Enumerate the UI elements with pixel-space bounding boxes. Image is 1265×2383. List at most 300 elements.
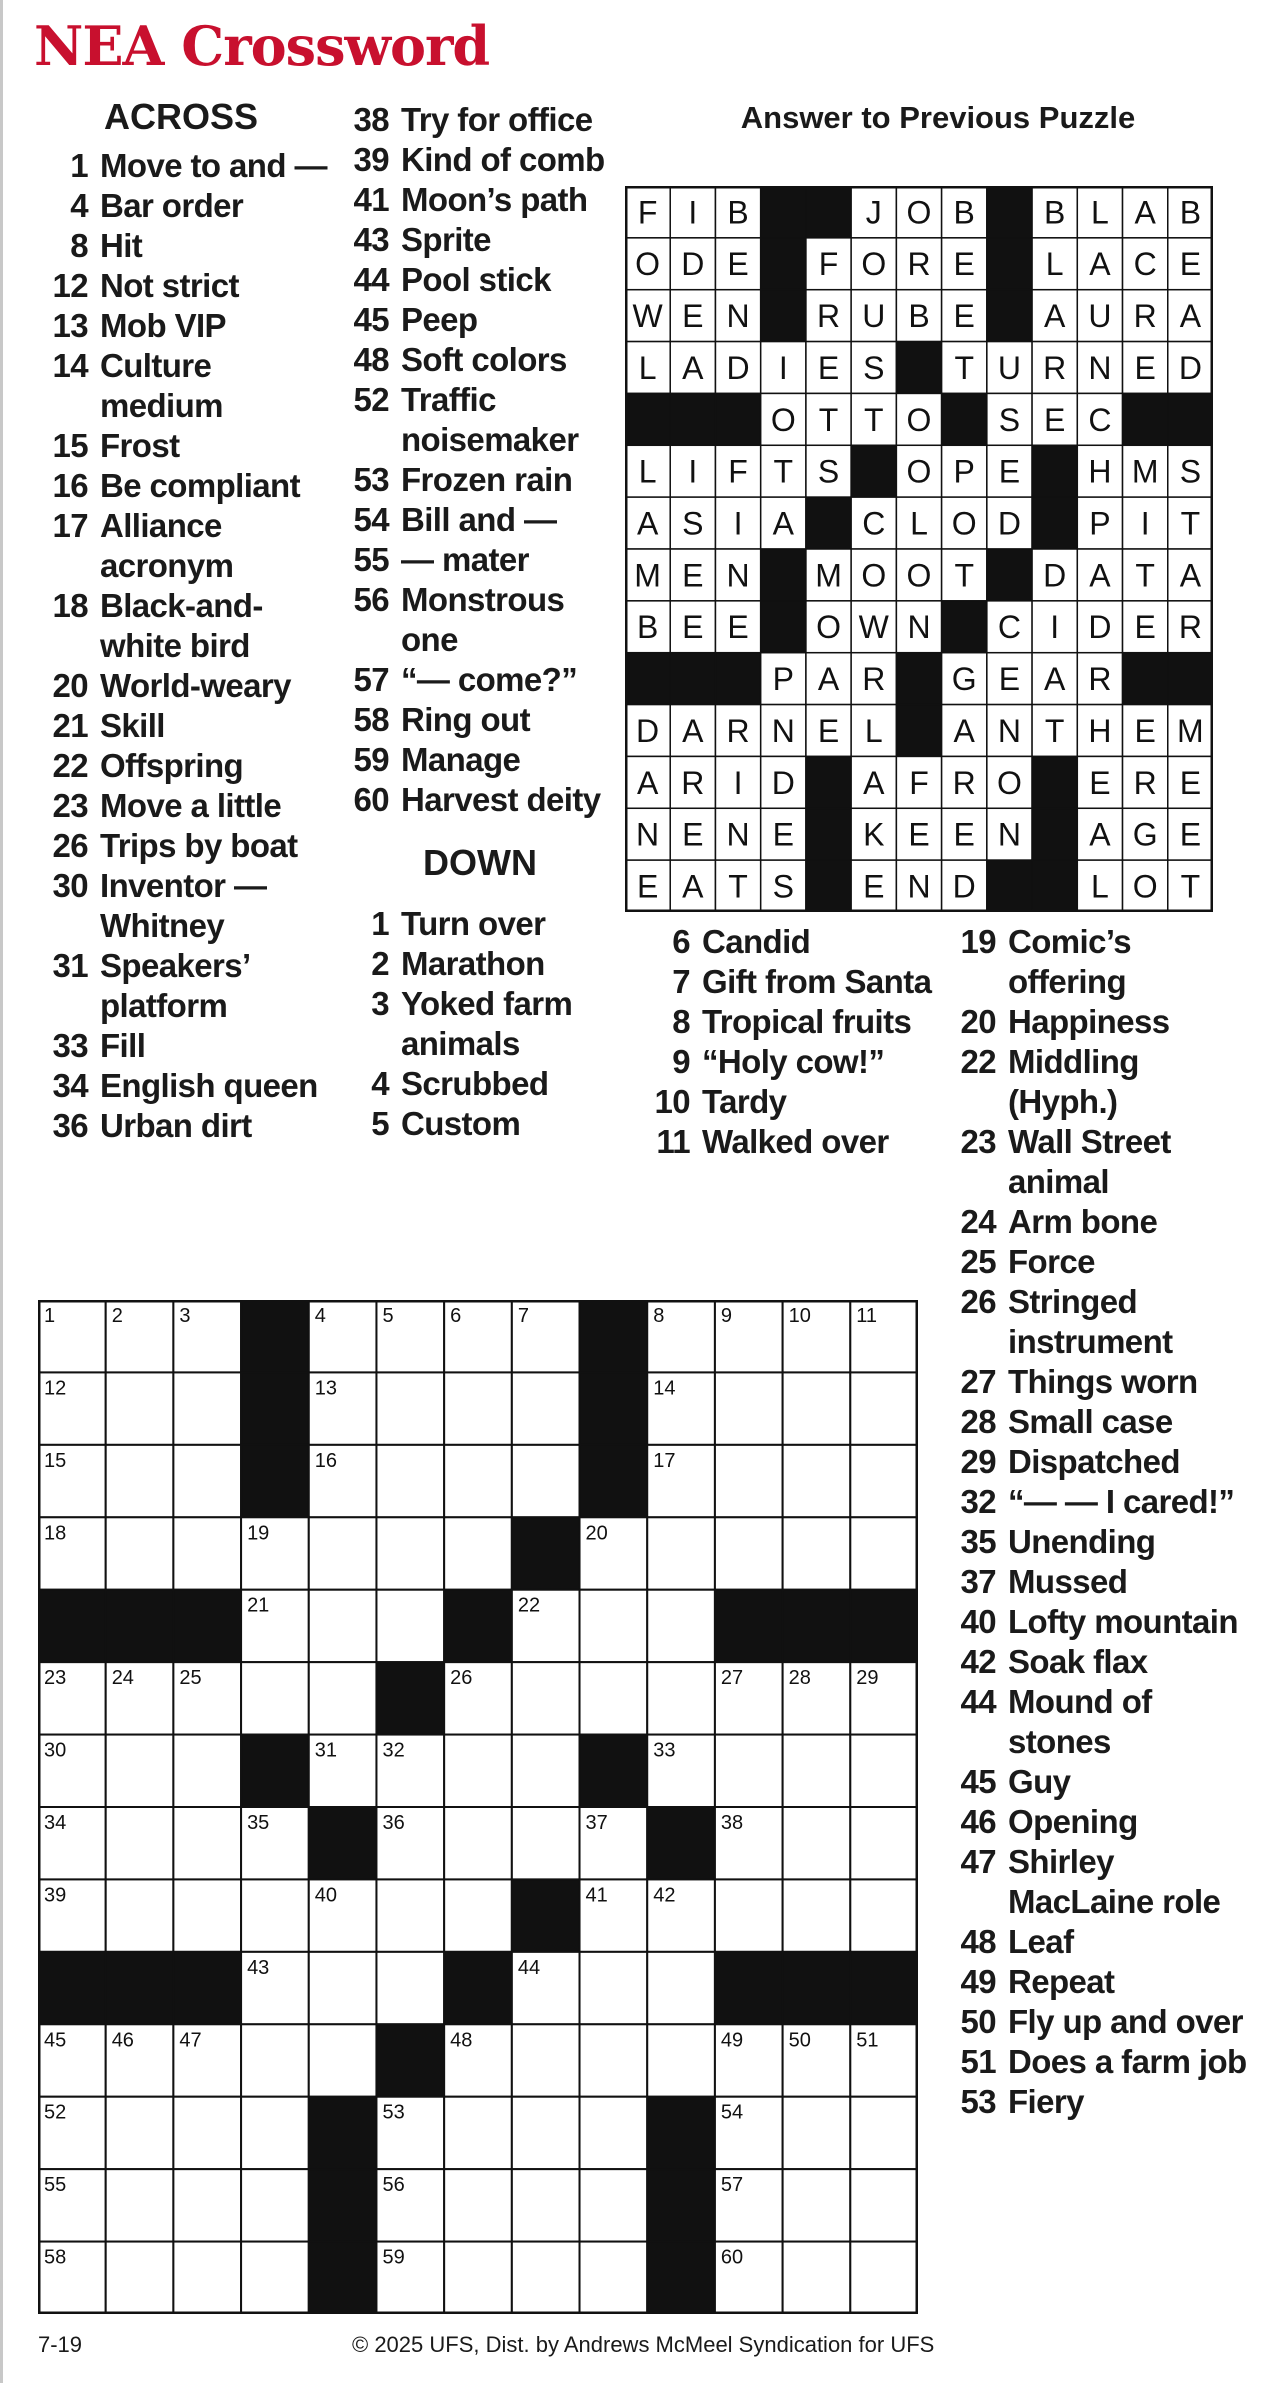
cell-number: 42 xyxy=(653,1884,676,1907)
clue-item xyxy=(337,904,622,944)
cell-number: 7 xyxy=(517,1305,529,1327)
answer-letter: I xyxy=(733,505,743,542)
answer-letter: E xyxy=(1044,401,1066,438)
clue-number: 21 xyxy=(52,707,88,744)
clue-number: 10 xyxy=(654,1083,690,1120)
grid-cell[interactable] xyxy=(376,1517,444,1589)
answer-block-black xyxy=(896,342,941,394)
cell-number: 29 xyxy=(856,1667,879,1690)
answer-letter: T xyxy=(954,557,975,594)
grid-cell[interactable] xyxy=(647,2024,715,2096)
clue-item xyxy=(337,140,622,180)
cell-number: 44 xyxy=(517,1956,541,1979)
clue-number: 11 xyxy=(656,1123,690,1160)
clue-number: 19 xyxy=(960,923,996,960)
clue-text: Small case xyxy=(1008,1403,1173,1440)
clue-text: Harvest deity xyxy=(401,781,601,818)
grid-cell[interactable] xyxy=(783,1807,851,1879)
grid-cell[interactable] xyxy=(850,1445,918,1517)
clue-item xyxy=(34,746,334,786)
grid-block-black xyxy=(173,1952,241,2024)
grid-cell[interactable] xyxy=(376,1445,444,1517)
answer-block-black xyxy=(896,653,941,705)
cell-number: 6 xyxy=(450,1305,462,1327)
answer-letter: I xyxy=(733,764,743,801)
grid-cell[interactable] xyxy=(512,1445,580,1517)
clue-item xyxy=(337,380,622,460)
answer-letter: H xyxy=(1088,712,1112,749)
cell-number: 43 xyxy=(247,1956,270,1979)
grid-cell[interactable] xyxy=(444,1445,512,1517)
answer-letter: E xyxy=(998,661,1021,698)
cell-number: 34 xyxy=(44,1812,67,1834)
answer-letter: T xyxy=(1135,557,1155,594)
clue-text: Does a farm job xyxy=(1008,2043,1247,2080)
clue-text: Moon’s path xyxy=(401,181,588,218)
previous-answer-grid xyxy=(625,186,1213,912)
clue-text: Culture medium xyxy=(100,347,223,424)
clue-number: 23 xyxy=(960,1123,996,1160)
answer-block-black xyxy=(1032,497,1077,549)
grid-cell[interactable] xyxy=(376,1879,444,1951)
answer-letter: L xyxy=(1091,194,1109,231)
grid-cell[interactable] xyxy=(850,2169,918,2241)
clue-text: English queen xyxy=(100,1067,318,1104)
answer-letter: B xyxy=(1179,194,1202,231)
answer-letter: E xyxy=(636,868,659,905)
grid-cell[interactable] xyxy=(241,2024,309,2096)
answer-letter: N xyxy=(726,298,750,335)
grid-cell[interactable] xyxy=(173,1735,241,1807)
grid-cell[interactable] xyxy=(512,1735,580,1807)
grid-cell[interactable] xyxy=(309,1590,377,1662)
clue-item xyxy=(638,962,938,1002)
answer-block-black xyxy=(806,808,851,860)
clue-number: 38 xyxy=(353,101,389,138)
answer-block-black xyxy=(625,653,670,705)
cell-number: 52 xyxy=(44,2101,67,2124)
grid-cell[interactable] xyxy=(376,1590,444,1662)
clue-text: Monstrous one xyxy=(401,581,565,658)
grid-cell[interactable] xyxy=(309,1952,377,2024)
grid-cell[interactable] xyxy=(106,1807,174,1879)
clue-text: Speakers’ platform xyxy=(100,947,249,1024)
answer-letter: A xyxy=(772,505,794,542)
clue-text: Pool stick xyxy=(401,261,551,298)
grid-cell[interactable] xyxy=(850,2242,918,2314)
cell-number: 39 xyxy=(44,1884,67,1907)
grid-cell[interactable] xyxy=(512,2242,580,2314)
answer-letter: H xyxy=(1088,453,1112,490)
grid-cell[interactable] xyxy=(444,1372,512,1444)
grid-cell[interactable] xyxy=(309,1517,377,1589)
answer-letter: O xyxy=(1132,868,1158,905)
cell-number: 28 xyxy=(788,1667,811,1690)
answer-block-black xyxy=(1168,653,1213,705)
clue-text: Alliance acronym xyxy=(100,507,234,584)
answer-letter: C xyxy=(1088,401,1112,438)
answer-letter: E xyxy=(682,609,704,646)
answer-letter: R xyxy=(907,246,931,283)
answer-block-black xyxy=(670,393,715,445)
answer-block-black xyxy=(806,497,851,549)
clue-text: Unending xyxy=(1008,1523,1156,1560)
grid-cell[interactable] xyxy=(106,2097,174,2169)
answer-letter: T xyxy=(1180,505,1201,542)
clue-text: Things worn xyxy=(1008,1363,1198,1400)
grid-block-black xyxy=(580,1735,648,1807)
clue-item xyxy=(34,586,334,666)
grid-cell[interactable] xyxy=(309,2024,377,2096)
grid-cell[interactable] xyxy=(783,1517,851,1589)
answer-letter: O xyxy=(861,557,887,594)
answer-letter: P xyxy=(1089,505,1111,542)
answer-letter: R xyxy=(1043,349,1067,386)
clue-number: 35 xyxy=(960,1523,996,1560)
grid-cell[interactable] xyxy=(376,1372,444,1444)
grid-cell[interactable] xyxy=(173,1807,241,1879)
answer-letter: A xyxy=(1179,298,1202,335)
answer-letter: T xyxy=(863,401,884,438)
clue-text: Middling (Hyph.) xyxy=(1008,1043,1139,1120)
across-heading: ACROSS xyxy=(104,96,259,137)
answer-letter: M xyxy=(815,557,842,594)
grid-cell[interactable] xyxy=(850,1735,918,1807)
clue-number: 36 xyxy=(52,1107,88,1144)
cell-number: 27 xyxy=(720,1667,744,1690)
grid-cell[interactable] xyxy=(850,1372,918,1444)
answer-letter: N xyxy=(997,712,1022,749)
grid-cell[interactable] xyxy=(444,1879,512,1951)
clue-text: Fly up and over xyxy=(1008,2003,1243,2040)
answer-letter: T xyxy=(1180,868,1201,905)
grid-cell[interactable] xyxy=(241,2169,309,2241)
clue-number: 60 xyxy=(353,781,389,818)
grid-cell[interactable] xyxy=(715,1735,783,1807)
clue-item xyxy=(337,500,622,540)
clue-text: Be compliant xyxy=(100,467,301,504)
answer-letter: O xyxy=(635,246,661,283)
clue-number: 3 xyxy=(371,985,389,1022)
clue-number: 48 xyxy=(960,1923,996,1960)
clue-number: 44 xyxy=(353,261,389,298)
answer-letter: E xyxy=(908,816,930,853)
grid-cell[interactable] xyxy=(783,1879,851,1951)
clue-item xyxy=(944,1842,1254,1922)
cell-number: 25 xyxy=(179,1667,202,1690)
down-clues-col-1 xyxy=(638,922,938,1162)
clue-item xyxy=(337,540,622,580)
copyright-credit: © 2025 UFS, Dist. by Andrews McMeel Syndication for UFS xyxy=(352,2332,935,2357)
grid-block-black xyxy=(647,1807,715,1879)
grid-cell[interactable] xyxy=(444,2169,512,2241)
clue-item xyxy=(944,2002,1254,2042)
clue-text: Offspring xyxy=(100,747,244,784)
cell-number: 53 xyxy=(382,2101,405,2124)
grid-cell[interactable] xyxy=(580,1662,648,1734)
clue-item xyxy=(34,346,334,426)
clue-number: 45 xyxy=(353,301,389,338)
clue-number: 14 xyxy=(52,347,88,384)
grid-block-black xyxy=(647,2242,715,2314)
clue-item xyxy=(944,1642,1254,1682)
cell-number: 16 xyxy=(314,1449,338,1472)
grid-cell[interactable] xyxy=(715,1372,783,1444)
clue-item xyxy=(34,786,334,826)
clue-text: Sprite xyxy=(401,221,491,258)
grid-cell[interactable] xyxy=(850,1807,918,1879)
clue-number: 55 xyxy=(353,541,389,578)
grid-cell[interactable] xyxy=(850,1517,918,1589)
answer-letter: U xyxy=(1088,298,1112,335)
grid-cell[interactable] xyxy=(173,2169,241,2241)
answer-letter: T xyxy=(818,401,839,438)
answer-block-black xyxy=(761,549,806,601)
grid-cell[interactable] xyxy=(647,1952,715,2024)
answer-block-black xyxy=(761,290,806,342)
crossword-grid[interactable] xyxy=(38,1300,918,2314)
clue-item xyxy=(944,1962,1254,2002)
answer-letter: A xyxy=(1044,661,1066,698)
clue-number: 28 xyxy=(960,1403,996,1440)
answer-letter: E xyxy=(1089,764,1111,801)
grid-cell[interactable] xyxy=(580,1952,648,2024)
clue-number: 40 xyxy=(960,1603,996,1640)
grid-block-black xyxy=(376,2024,444,2096)
clue-number: 59 xyxy=(353,741,389,778)
grid-cell[interactable] xyxy=(783,1445,851,1517)
clue-item xyxy=(944,2082,1254,2122)
grid-cell[interactable] xyxy=(173,2242,241,2314)
grid-cell[interactable] xyxy=(106,1517,174,1589)
grid-block-black xyxy=(580,1445,648,1517)
grid-block-black xyxy=(715,1590,783,1662)
answer-letter: A xyxy=(817,661,840,698)
clue-text: Kind of comb xyxy=(401,141,605,178)
grid-block-black xyxy=(106,1590,174,1662)
clue-text: Turn over xyxy=(401,905,546,942)
grid-cell[interactable] xyxy=(580,2024,648,2096)
clue-item xyxy=(944,1442,1254,1482)
clue-text: Black-and-white bird xyxy=(100,587,263,664)
grid-cell[interactable] xyxy=(106,1445,174,1517)
answer-block-black xyxy=(715,653,760,705)
grid-cell[interactable] xyxy=(850,2097,918,2169)
clue-text: Yoked farm animals xyxy=(401,985,573,1062)
clue-text: Dispatched xyxy=(1008,1443,1180,1480)
grid-cell[interactable] xyxy=(444,2097,512,2169)
grid-cell[interactable] xyxy=(783,2169,851,2241)
grid-cell[interactable] xyxy=(106,1879,174,1951)
cell-number: 14 xyxy=(653,1377,676,1400)
clue-text: Opening xyxy=(1008,1803,1138,1840)
grid-cell[interactable] xyxy=(783,1735,851,1807)
answer-letter: A xyxy=(863,764,885,801)
cell-number: 24 xyxy=(111,1667,134,1690)
grid-cell[interactable] xyxy=(106,1735,174,1807)
clue-number: 45 xyxy=(960,1763,996,1800)
answer-letter: A xyxy=(682,712,704,749)
clue-number: 17 xyxy=(52,507,88,544)
grid-cell[interactable] xyxy=(783,2242,851,2314)
clue-item xyxy=(34,706,334,746)
clue-number: 2 xyxy=(371,945,389,982)
cell-number: 13 xyxy=(314,1377,338,1400)
grid-cell[interactable] xyxy=(241,1879,309,1951)
clue-number: 43 xyxy=(353,221,389,258)
answer-letter: M xyxy=(1131,453,1159,490)
cell-number: 55 xyxy=(44,2174,67,2197)
answer-letter: L xyxy=(864,712,883,749)
clue-item xyxy=(944,1242,1254,1282)
clue-item xyxy=(337,740,622,780)
grid-cell[interactable] xyxy=(715,1445,783,1517)
grid-cell[interactable] xyxy=(512,1372,580,1444)
answer-letter: U xyxy=(862,298,886,335)
grid-cell[interactable] xyxy=(580,2097,648,2169)
grid-cell[interactable] xyxy=(444,1735,512,1807)
clue-number: 1 xyxy=(371,905,389,942)
answer-letter: R xyxy=(862,661,886,698)
clue-number: 4 xyxy=(371,1065,389,1102)
grid-cell[interactable] xyxy=(783,1372,851,1444)
clue-text: — mater xyxy=(401,541,529,578)
grid-block-black xyxy=(376,1662,444,1734)
clue-item xyxy=(944,1002,1254,1042)
clue-item xyxy=(34,826,334,866)
answer-letter: D xyxy=(952,868,976,905)
grid-cell[interactable] xyxy=(512,2097,580,2169)
grid-cell[interactable] xyxy=(783,2097,851,2169)
grid-cell[interactable] xyxy=(241,2242,309,2314)
grid-cell[interactable] xyxy=(106,2169,174,2241)
clue-number: 33 xyxy=(52,1027,88,1064)
grid-cell[interactable] xyxy=(173,1445,241,1517)
grid-cell[interactable] xyxy=(580,1590,648,1662)
clue-text: Mound of stones xyxy=(1008,1683,1152,1760)
answer-letter: F xyxy=(909,764,929,801)
grid-cell[interactable] xyxy=(512,1662,580,1734)
down-heading: DOWN xyxy=(423,842,537,883)
cell-number: 12 xyxy=(44,1377,67,1400)
answer-letter: L xyxy=(910,505,928,542)
answer-letter: E xyxy=(772,816,794,853)
cell-number: 10 xyxy=(788,1305,811,1327)
clue-number: 15 xyxy=(52,427,88,464)
cell-number: 8 xyxy=(653,1305,665,1327)
answer-letter: E xyxy=(1134,349,1156,386)
clue-number: 29 xyxy=(960,1443,996,1480)
clue-text: Mussed xyxy=(1008,1563,1128,1600)
answer-letter: E xyxy=(1134,712,1156,749)
clue-text: “— come?” xyxy=(401,661,578,698)
grid-block-black xyxy=(850,1590,918,1662)
answer-letter: L xyxy=(1091,868,1109,905)
grid-cell[interactable] xyxy=(444,1517,512,1589)
answer-letter: E xyxy=(953,246,975,283)
cell-number: 54 xyxy=(720,2101,744,2124)
grid-block-black xyxy=(106,1952,174,2024)
grid-block-black xyxy=(850,1952,918,2024)
grid-cell[interactable] xyxy=(444,2242,512,2314)
grid-cell[interactable] xyxy=(173,1517,241,1589)
clue-number: 8 xyxy=(70,227,88,264)
answer-letter: O xyxy=(861,246,887,283)
clue-text: Ring out xyxy=(401,701,530,738)
clue-text: Fill xyxy=(100,1027,146,1064)
answer-letter: N xyxy=(636,816,660,853)
answer-letter: E xyxy=(953,816,975,853)
answer-letter: A xyxy=(1089,246,1111,283)
clue-number: 48 xyxy=(353,341,389,378)
grid-cell[interactable] xyxy=(241,1662,309,1734)
grid-cell[interactable] xyxy=(647,1517,715,1589)
answer-letter: J xyxy=(865,194,882,231)
clue-item xyxy=(944,1562,1254,1602)
answer-letter: A xyxy=(636,764,659,801)
grid-cell[interactable] xyxy=(715,1517,783,1589)
clue-item xyxy=(337,100,622,140)
clue-text: Guy xyxy=(1008,1763,1071,1800)
cell-number: 59 xyxy=(382,2246,405,2269)
grid-block-black xyxy=(783,1590,851,1662)
clue-item xyxy=(944,1122,1254,1202)
clue-text: Fiery xyxy=(1008,2083,1084,2120)
grid-cell[interactable] xyxy=(647,1590,715,1662)
grid-cell[interactable] xyxy=(580,2242,648,2314)
grid-cell[interactable] xyxy=(241,2097,309,2169)
grid-cell[interactable] xyxy=(173,1372,241,1444)
grid-cell[interactable] xyxy=(106,1372,174,1444)
grid-block-black xyxy=(647,2097,715,2169)
answer-letter: R xyxy=(726,712,750,749)
grid-cell[interactable] xyxy=(647,1662,715,1734)
grid-cell[interactable] xyxy=(512,1807,580,1879)
grid-cell[interactable] xyxy=(173,1879,241,1951)
clue-number: 6 xyxy=(672,923,690,960)
answer-block-black xyxy=(625,393,670,445)
cell-number: 46 xyxy=(111,2029,134,2052)
grid-cell[interactable] xyxy=(173,2097,241,2169)
grid-cell[interactable] xyxy=(850,1879,918,1951)
answer-letter: O xyxy=(906,194,932,231)
grid-block-black xyxy=(512,1517,580,1589)
answer-block-black xyxy=(670,653,715,705)
answer-letter: W xyxy=(632,298,663,335)
grid-block-black xyxy=(309,2169,377,2241)
answer-letter: E xyxy=(953,298,975,335)
grid-cell[interactable] xyxy=(580,2169,648,2241)
grid-cell[interactable] xyxy=(309,1662,377,1734)
clue-text: Not strict xyxy=(100,267,239,304)
cell-number: 3 xyxy=(179,1305,191,1327)
answer-letter: B xyxy=(953,194,975,231)
clue-number: 58 xyxy=(353,701,389,738)
grid-cell[interactable] xyxy=(512,2024,580,2096)
cell-number: 5 xyxy=(382,1305,394,1327)
answer-letter: B xyxy=(908,298,930,335)
grid-cell[interactable] xyxy=(715,1879,783,1951)
clue-item xyxy=(944,1922,1254,1962)
grid-cell[interactable] xyxy=(444,1807,512,1879)
clue-item xyxy=(34,666,334,706)
cell-number: 11 xyxy=(856,1305,878,1327)
grid-cell[interactable] xyxy=(512,2169,580,2241)
clue-item xyxy=(337,460,622,500)
grid-cell[interactable] xyxy=(106,2242,174,2314)
grid-cell[interactable] xyxy=(376,1952,444,2024)
answer-block-black xyxy=(987,860,1032,912)
